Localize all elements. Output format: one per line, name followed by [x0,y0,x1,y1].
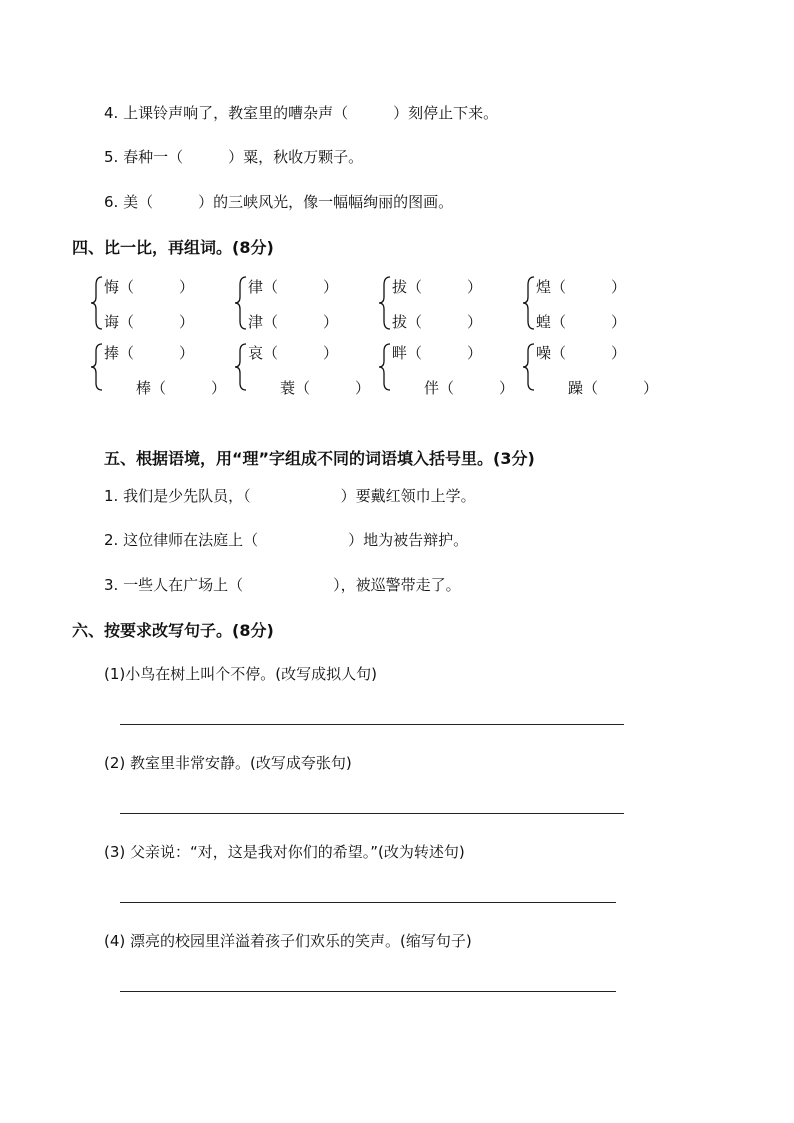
answer-line-6-3[interactable] [120,902,616,903]
brace-icon [90,275,104,331]
question-3-6: 6. 美（ ）的三峡风光，像一幅幅绚丽的图画。 [104,193,454,211]
answer-line-6-4[interactable] [120,991,616,992]
word-pair-item: 律（ ） [248,278,339,296]
question-5-3: 3. 一些人在广场上（ ），被巡警带走了。 [104,576,461,594]
brace-icon [234,342,248,392]
question-3-5: 5. 春种一（ ）粟，秋收万颗子。 [104,148,364,166]
brace-icon [90,342,104,392]
question-6-1: (1)小鸟在树上叫个不停。(改写成拟人句) [104,665,377,683]
brace-icon [522,275,536,331]
answer-line-6-2[interactable] [120,813,624,814]
word-pair-item: 棒（ ） [136,379,227,397]
question-5-1: 1. 我们是少先队员，（ ）要戴红领巾上学。 [104,487,476,505]
section-4-heading: 四、比一比，再组词。(8分) [72,238,274,257]
question-3-4: 4. 上课铃声响了，教室里的嘈杂声（ ）刻停止下来。 [104,104,499,122]
brace-icon [378,275,392,331]
brace-icon [522,342,536,392]
question-5-2: 2. 这位律师在法庭上（ ）地为被告辩护。 [104,531,469,549]
brace-icon [378,342,392,392]
word-pair-item: 津（ ） [248,313,339,331]
brace-icon [234,275,248,331]
word-pair-item: 悔（ ） [104,278,195,296]
answer-line-6-1[interactable] [120,724,624,725]
word-pair-item: 畔（ ） [392,344,483,362]
word-pair-item: 蓑（ ） [280,379,371,397]
word-pair-item: 躁（ ） [568,379,659,397]
word-pair-item: 拔（ ） [392,313,483,331]
word-pair-item: 捧（ ） [104,344,195,362]
word-pair-item: 煌（ ） [536,278,627,296]
section-5-heading: 五、根据语境，用“理”字组成不同的词语填入括号里。(3分) [104,449,535,468]
word-pair-item: 蝗（ ） [536,313,627,331]
word-pair-item: 哀（ ） [248,344,339,362]
word-pair-item: 伴（ ） [424,379,515,397]
word-pair-item: 拔（ ） [392,278,483,296]
question-6-3: (3) 父亲说：“对，这是我对你们的希望。”(改为转述句) [104,843,465,861]
word-pair-item: 噪（ ） [536,344,627,362]
word-pair-item: 诲（ ） [104,313,195,331]
question-6-4: (4) 漂亮的校园里洋溢着孩子们欢乐的笑声。(缩写句子) [104,932,472,950]
question-6-2: (2) 教室里非常安静。(改写成夸张句) [104,754,352,772]
section-6-heading: 六、按要求改写句子。(8分) [72,621,274,640]
